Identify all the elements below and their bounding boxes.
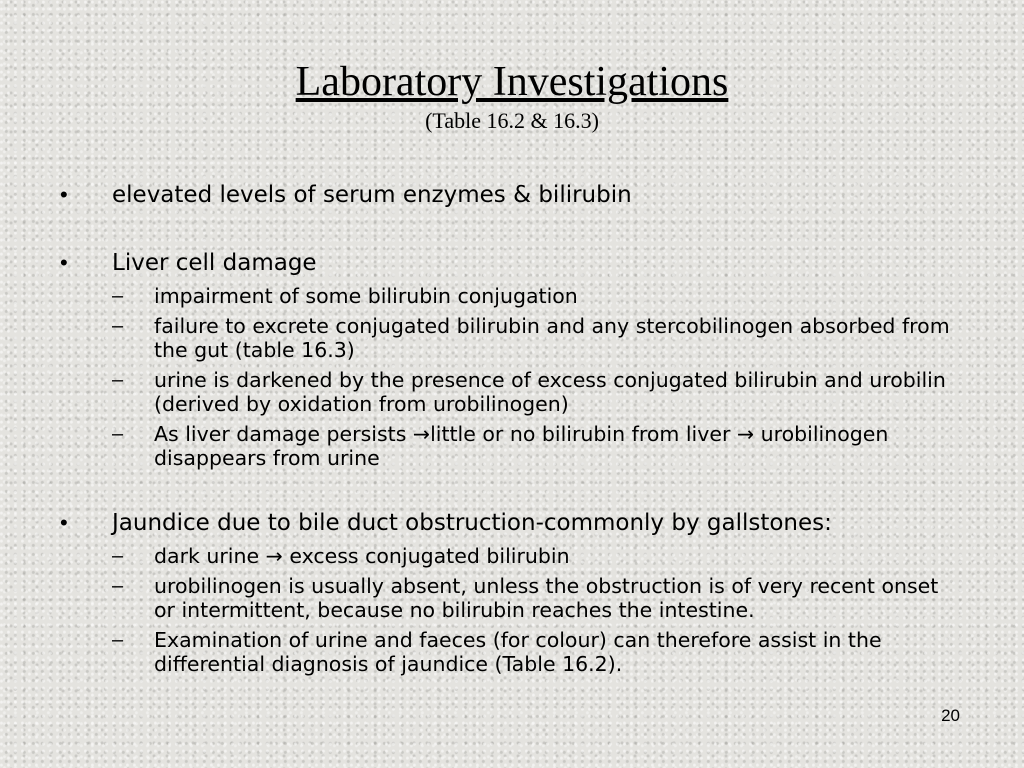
sub-bullet-item [112, 368, 960, 416]
bullet-marker: • [60, 182, 68, 207]
bullet-text: elevated levels of serum enzymes & bilirubin [112, 182, 632, 208]
sub-bullet-text: impairment of some bilirubin conjugation [154, 284, 578, 308]
sub-bullet-marker: – [112, 423, 124, 445]
title-block [0, 58, 1024, 134]
slide-title: Laboratory Investigations [295, 59, 729, 105]
slide-subtitle: (Table 16.2 & 16.3) [425, 108, 599, 133]
bullet-item [60, 180, 960, 210]
bullet-item [60, 248, 960, 470]
sub-bullet-marker: – [112, 315, 124, 337]
sub-bullet-text: As liver damage persists →little or no bilirubin from liver → urobilinogen disappears from urine [154, 422, 889, 470]
sub-bullet-item [112, 574, 960, 622]
sub-bullet-marker: – [112, 545, 124, 567]
sub-bullet-item [112, 544, 960, 568]
sub-bullet-item [112, 284, 960, 308]
sub-bullet-marker: – [112, 629, 124, 651]
bullet-text: Liver cell damage [112, 250, 317, 276]
bullet-list [60, 180, 960, 676]
bullet-marker: • [60, 250, 68, 275]
sub-bullet-marker: – [112, 285, 124, 307]
sub-bullet-text: dark urine → excess conjugated bilirubin [154, 544, 570, 568]
sub-bullet-text: urobilinogen is usually absent, unless the obstruction is of very recent onset or intermittent, because no bilirubin reaches the intestine. [154, 574, 939, 622]
sub-bullet-text: failure to excrete conjugated bilirubin and any stercobilinogen absorbed from the gut (table 16.3) [154, 314, 950, 362]
bullet-item [60, 508, 960, 676]
sub-bullet-item [112, 628, 960, 676]
sub-bullet-text: urine is darkened by the presence of excess conjugated bilirubin and urobilin (derived by oxidation from urobilinogen) [154, 368, 946, 416]
sub-bullet-text: Examination of urine and faeces (for colour) can therefore assist in the differential diagnosis of jaundice (Table 16.2). [154, 628, 882, 676]
sub-bullet-item [112, 314, 960, 362]
bullet-marker: • [60, 510, 68, 535]
sub-bullet-marker: – [112, 369, 124, 391]
page-number: 20 [941, 706, 960, 725]
bullet-text: Jaundice due to bile duct obstruction-commonly by gallstones: [112, 510, 832, 536]
sub-bullet-item [112, 422, 960, 470]
sub-bullet-marker: – [112, 575, 124, 597]
